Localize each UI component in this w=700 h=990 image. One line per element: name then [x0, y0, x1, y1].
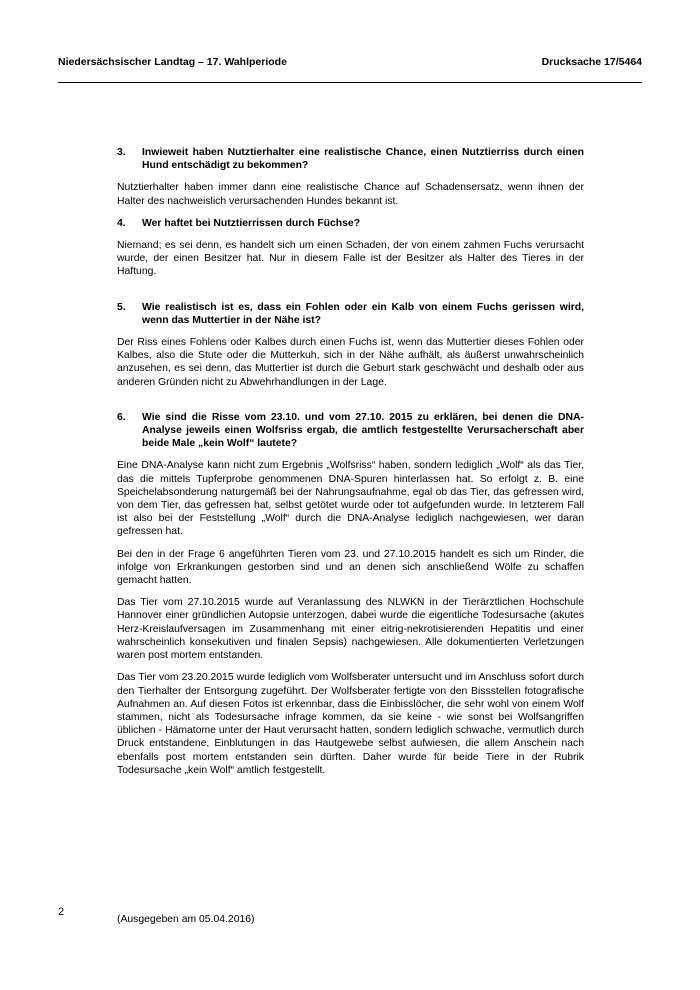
header-parliament-title: Niedersächsischer Landtag – 17. Wahlperiode: [58, 56, 287, 68]
question-text: Wer haftet bei Nutztierrissen durch Füchse?: [142, 217, 361, 229]
question-text: Wie realistisch ist es, dass ein Fohlen oder ein Kalb von einem Fuchs gerissen wird, wenn das Muttertier in der Nähe ist?: [142, 301, 584, 326]
question-number: 5.: [117, 301, 126, 313]
question-number: 4.: [117, 217, 126, 229]
question-3: [117, 146, 584, 172]
page-number: 2: [58, 906, 65, 918]
question-5: [117, 301, 584, 327]
answer-paragraph: Niemand; es sei denn, es handelt sich um einen Schaden, der von einem zahmen Fuchs verursacht wurde, der einen Besitzer hat. Nur in diesem Falle ist der Besitzer als Halter des Tieres in der Haftung.: [117, 240, 584, 278]
answer-paragraph: Nutztierhalter haben immer dann eine realistische Chance auf Schadensersatz, wenn ihnen der Halter des nachweislich verursachenden Hundes bekannt ist.: [117, 182, 584, 207]
answer-paragraph: Das Tier vom 27.10.2015 wurde auf Veranlassung des NLWKN in der Tierärztlichen Hochschule Hannover einer gründlichen Autopsie unterzogen, dabei wurde die eigentliche Todesursache (akutes Herz-Kreislaufversagen im Zusammenhang mit einer eitrig-nekrotisierenden Hepatitis und einer wahrscheinlich konsekutiven und finalen Sepsis) nachgewiesen. Alle dokumentierten Verletzungen waren post mortem entstanden.: [117, 597, 584, 662]
answer-paragraph: Der Riss eines Fohlens oder Kalbes durch einen Fuchs ist, wenn das Muttertier dieses Fohlen oder Kalbes, also die Stute oder die Mutterkuh, sich in der Nähe aufhält, als äußerst unwahrscheinlich anzusehen, es sei denn, das Muttertier ist durch die Geburt stark geschwächt und deshalb oder aus anderen Gründen nicht zu Abwehrhandlungen in der Lage.: [117, 337, 584, 388]
question-4: [117, 217, 584, 230]
question-6: [117, 411, 584, 451]
issued-date: (Ausgegeben am 05.04.2016): [117, 914, 255, 925]
answer-paragraph: Das Tier vom 23.20.2015 wurde lediglich vom Wolfsberater untersucht und im Anschluss sofort durch den Tierhalter der Entsorgung zugeführt. Der Wolfsberater fertigte von den Bissstellen fotografische Aufnahmen an. Auf diesen Fotos ist erkennbar, dass die Einbisslöcher, die sehr wohl von einem Wolf stammen, nicht als Todesursache infrage kommen, da sie keine - wie sonst bei Wolfsangriffen üblichen - Hämatome unter der Haut verursacht hatten, sondern lediglich schwache, vermutlich durch Druck entstandene, Einblutungen in das Hautgewebe selbst aufwiesen, die allem Anschein nach ebenfalls post mortem entstanden sein dürften. Daher wurde für beide Tiere in der Rubrik Todesursache „kein Wolf“ amtlich festgestellt.: [117, 672, 584, 776]
question-number: 3.: [117, 147, 126, 158]
question-text: Inwieweit haben Nutztierhalter eine realistische Chance, einen Nutztierriss durch einen Hund entschädigt zu bekommen?: [142, 147, 584, 172]
answer-paragraph: Bei den in der Frage 6 angeführten Tieren vom 23. und 27.10.2015 handelt es sich um Rinder, die infolge von Erkrankungen gestorben sind und an denen sich anschließend Wölfe zu schaffen gemacht hatten.: [117, 548, 584, 587]
page-header: [58, 56, 642, 70]
document-body: [117, 146, 584, 777]
answer-paragraph: Eine DNA-Analyse kann nicht zum Ergebnis „Wolfsriss“ haben, sondern lediglich „Wolf“ als das Tier, das die mittels Tupferprobe genommenen DNA-Spuren hinterlassen hat. So erfolgt z. B. eine Speichelabsonderung naturgemäß bei der Nahrungsaufnahme, egal ob das Tier, das gefressen wird, von dem Tier, das gefressen hat, selbst getötet wurde oder tot aufgefunden wurde. In letzterem Fall ist also bei der Feststellung „Wolf“ durch die DNA-Analyse lediglich nachgewiesen, wer daran gefressen hat.: [117, 460, 584, 538]
question-number: 6.: [117, 411, 126, 423]
header-rule: [58, 82, 642, 83]
question-text: Wie sind die Risse vom 23.10. und vom 27.10. 2015 zu erklären, bei denen die DNA-Analyse jeweils einen Wolfsriss ergab, die amtlich festgestellte Verursacherschaft aber beide Male „kein Wolf“ lautete?: [142, 411, 584, 450]
header-document-number: Drucksache 17/5464: [541, 56, 642, 68]
